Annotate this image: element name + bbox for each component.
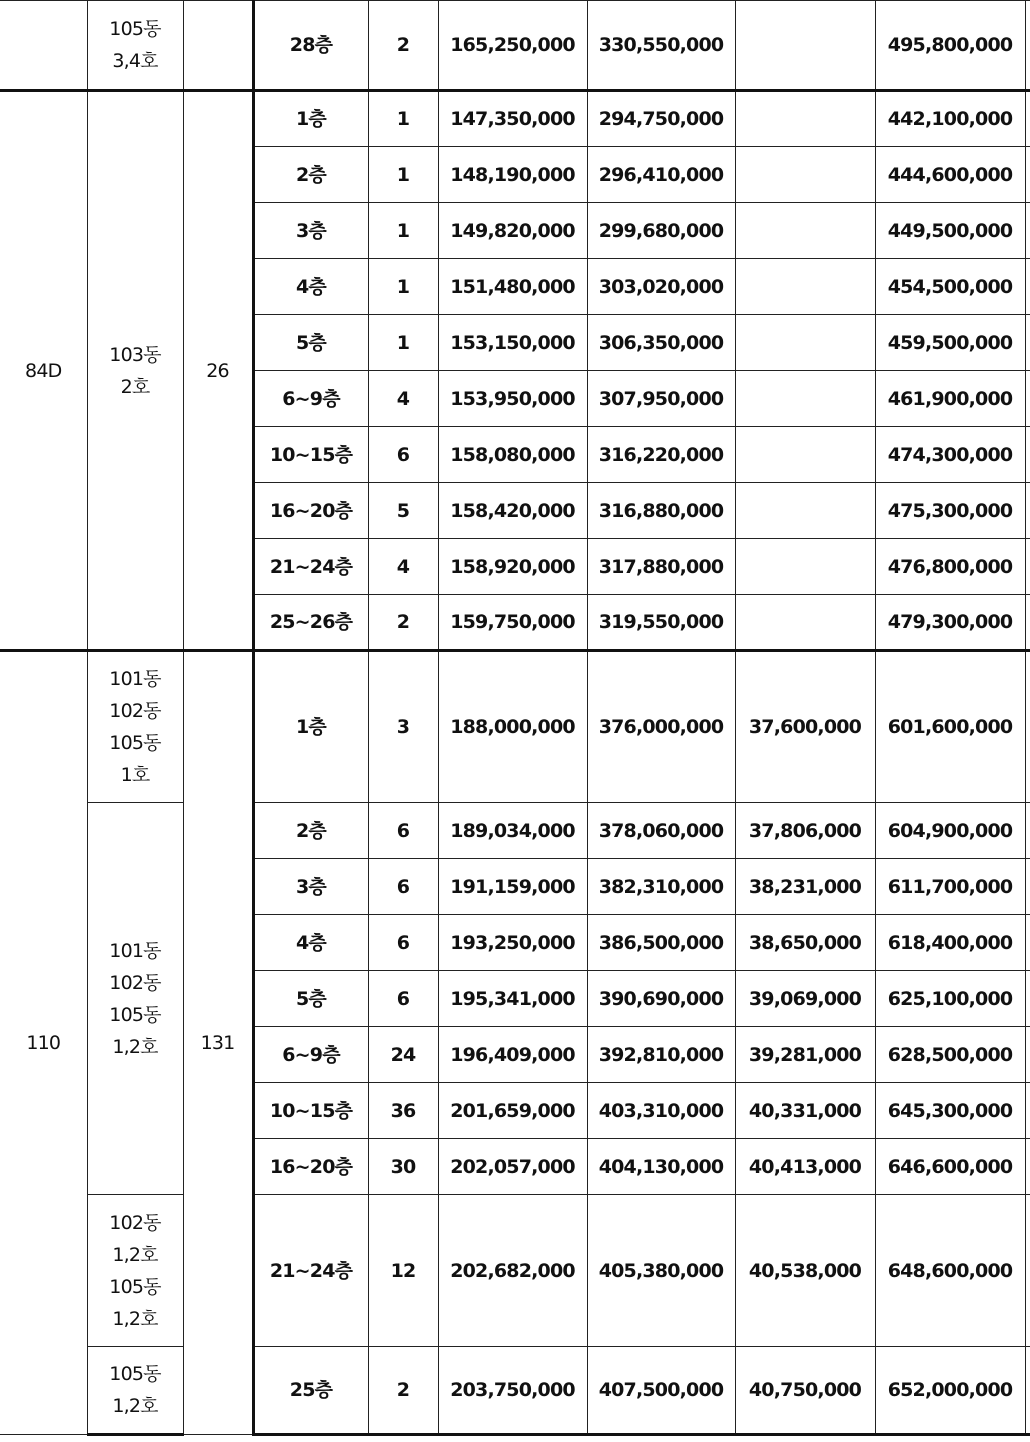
land-price-cell: 202,682,000 [438, 1195, 587, 1347]
count-cell: 1 [368, 203, 438, 259]
floor-cell: 6~9층 [253, 371, 368, 427]
count-cell: 30 [368, 1139, 438, 1195]
building-price-cell: 376,000,000 [587, 651, 735, 803]
land-price-cell: 165,250,000 [438, 1, 587, 91]
total-price-cell: 628,500,000 [875, 1027, 1025, 1083]
vat-cell [735, 203, 875, 259]
total-price-cell: 495,800,000 [875, 1, 1025, 91]
floor-cell: 3층 [253, 859, 368, 915]
land-price-cell: 201,659,000 [438, 1083, 587, 1139]
floor-cell: 4층 [253, 915, 368, 971]
table-row [0, 1347, 1030, 1435]
edge-cell [1025, 315, 1030, 371]
land-price-cell: 158,420,000 [438, 483, 587, 539]
count-cell: 2 [368, 1347, 438, 1435]
edge-cell [1025, 1083, 1030, 1139]
total-price-cell: 475,300,000 [875, 483, 1025, 539]
vat-cell: 40,538,000 [735, 1195, 875, 1347]
vat-cell [735, 315, 875, 371]
floor-cell: 2층 [253, 803, 368, 859]
floor-cell: 10~15층 [253, 1083, 368, 1139]
total-price-cell: 645,300,000 [875, 1083, 1025, 1139]
total-price-cell: 652,000,000 [875, 1347, 1025, 1435]
vat-cell [735, 259, 875, 315]
floor-cell: 2층 [253, 147, 368, 203]
vat-cell [735, 427, 875, 483]
edge-cell [1025, 427, 1030, 483]
land-price-cell: 188,000,000 [438, 651, 587, 803]
edge-cell [1025, 259, 1030, 315]
count-cell: 6 [368, 971, 438, 1027]
units-cell: 26 [183, 91, 253, 651]
count-cell: 4 [368, 371, 438, 427]
total-price-cell: 444,600,000 [875, 147, 1025, 203]
floor-cell: 25~26층 [253, 595, 368, 651]
floor-cell: 16~20층 [253, 483, 368, 539]
total-price-cell: 648,600,000 [875, 1195, 1025, 1347]
edge-cell [1025, 1195, 1030, 1347]
vat-cell [735, 1, 875, 91]
building-price-cell: 294,750,000 [587, 91, 735, 147]
edge-cell [1025, 1, 1030, 91]
building-price-cell: 405,380,000 [587, 1195, 735, 1347]
vat-cell: 38,231,000 [735, 859, 875, 915]
count-cell: 5 [368, 483, 438, 539]
building-price-cell: 296,410,000 [587, 147, 735, 203]
dong-ho-cell: 105동 3,4호 [87, 1, 183, 91]
type-cell: 84D [0, 91, 87, 651]
price-table-body [0, 1, 1030, 1435]
table-row [0, 1195, 1030, 1347]
building-price-cell: 403,310,000 [587, 1083, 735, 1139]
vat-cell [735, 91, 875, 147]
type-cell: 110 [0, 651, 87, 1435]
total-price-cell: 442,100,000 [875, 91, 1025, 147]
building-price-cell: 306,350,000 [587, 315, 735, 371]
building-price-cell: 330,550,000 [587, 1, 735, 91]
land-price-cell: 158,920,000 [438, 539, 587, 595]
vat-cell: 38,650,000 [735, 915, 875, 971]
land-price-cell: 158,080,000 [438, 427, 587, 483]
land-price-cell: 147,350,000 [438, 91, 587, 147]
type-cell [0, 1, 87, 91]
count-cell: 4 [368, 539, 438, 595]
edge-cell [1025, 803, 1030, 859]
floor-cell: 21~24층 [253, 1195, 368, 1347]
total-price-cell: 461,900,000 [875, 371, 1025, 427]
vat-cell: 37,600,000 [735, 651, 875, 803]
floor-cell: 1층 [253, 651, 368, 803]
land-price-cell: 151,480,000 [438, 259, 587, 315]
edge-cell [1025, 1139, 1030, 1195]
total-price-cell: 476,800,000 [875, 539, 1025, 595]
edge-cell [1025, 859, 1030, 915]
vat-cell: 40,750,000 [735, 1347, 875, 1435]
table-row [0, 91, 1030, 147]
vat-cell: 39,281,000 [735, 1027, 875, 1083]
building-price-cell: 392,810,000 [587, 1027, 735, 1083]
total-price-cell: 604,900,000 [875, 803, 1025, 859]
building-price-cell: 404,130,000 [587, 1139, 735, 1195]
dong-ho-cell: 101동 102동 105동 1,2호 [87, 803, 183, 1195]
edge-cell [1025, 539, 1030, 595]
vat-cell [735, 539, 875, 595]
building-price-cell: 316,880,000 [587, 483, 735, 539]
total-price-cell: 646,600,000 [875, 1139, 1025, 1195]
land-price-cell: 153,950,000 [438, 371, 587, 427]
building-price-cell: 303,020,000 [587, 259, 735, 315]
land-price-cell: 203,750,000 [438, 1347, 587, 1435]
floor-cell: 3층 [253, 203, 368, 259]
building-price-cell: 378,060,000 [587, 803, 735, 859]
land-price-cell: 195,341,000 [438, 971, 587, 1027]
edge-cell [1025, 971, 1030, 1027]
count-cell: 2 [368, 595, 438, 651]
count-cell: 6 [368, 803, 438, 859]
edge-cell [1025, 147, 1030, 203]
land-price-cell: 189,034,000 [438, 803, 587, 859]
total-price-cell: 611,700,000 [875, 859, 1025, 915]
vat-cell: 40,413,000 [735, 1139, 875, 1195]
floor-cell: 4층 [253, 259, 368, 315]
floor-cell: 21~24층 [253, 539, 368, 595]
building-price-cell: 386,500,000 [587, 915, 735, 971]
table-row [0, 1, 1030, 91]
land-price-cell: 153,150,000 [438, 315, 587, 371]
total-price-cell: 625,100,000 [875, 971, 1025, 1027]
count-cell: 3 [368, 651, 438, 803]
table-row [0, 803, 1030, 859]
count-cell: 6 [368, 915, 438, 971]
total-price-cell: 479,300,000 [875, 595, 1025, 651]
count-cell: 1 [368, 259, 438, 315]
count-cell: 6 [368, 427, 438, 483]
edge-cell [1025, 203, 1030, 259]
floor-cell: 5층 [253, 971, 368, 1027]
count-cell: 1 [368, 91, 438, 147]
land-price-cell: 159,750,000 [438, 595, 587, 651]
count-cell: 24 [368, 1027, 438, 1083]
building-price-cell: 317,880,000 [587, 539, 735, 595]
land-price-cell: 196,409,000 [438, 1027, 587, 1083]
edge-cell [1025, 595, 1030, 651]
total-price-cell: 449,500,000 [875, 203, 1025, 259]
floor-cell: 28층 [253, 1, 368, 91]
building-price-cell: 316,220,000 [587, 427, 735, 483]
land-price-cell: 202,057,000 [438, 1139, 587, 1195]
building-price-cell: 319,550,000 [587, 595, 735, 651]
vat-cell: 40,331,000 [735, 1083, 875, 1139]
edge-cell [1025, 915, 1030, 971]
edge-cell [1025, 1347, 1030, 1435]
vat-cell [735, 483, 875, 539]
total-price-cell: 454,500,000 [875, 259, 1025, 315]
total-price-cell: 459,500,000 [875, 315, 1025, 371]
vat-cell [735, 371, 875, 427]
floor-cell: 1층 [253, 91, 368, 147]
total-price-cell: 601,600,000 [875, 651, 1025, 803]
building-price-cell: 307,950,000 [587, 371, 735, 427]
land-price-cell: 148,190,000 [438, 147, 587, 203]
edge-cell [1025, 1027, 1030, 1083]
building-price-cell: 299,680,000 [587, 203, 735, 259]
edge-cell [1025, 371, 1030, 427]
table-row [0, 651, 1030, 803]
edge-cell [1025, 651, 1030, 803]
floor-cell: 6~9층 [253, 1027, 368, 1083]
dong-ho-cell: 103동 2호 [87, 91, 183, 651]
count-cell: 12 [368, 1195, 438, 1347]
vat-cell: 37,806,000 [735, 803, 875, 859]
floor-cell: 5층 [253, 315, 368, 371]
edge-cell [1025, 483, 1030, 539]
count-cell: 2 [368, 1, 438, 91]
land-price-cell: 193,250,000 [438, 915, 587, 971]
dong-ho-cell: 101동 102동 105동 1호 [87, 651, 183, 803]
edge-cell [1025, 91, 1030, 147]
land-price-cell: 149,820,000 [438, 203, 587, 259]
count-cell: 1 [368, 147, 438, 203]
building-price-cell: 382,310,000 [587, 859, 735, 915]
vat-cell [735, 595, 875, 651]
vat-cell: 39,069,000 [735, 971, 875, 1027]
dong-ho-cell: 105동 1,2호 [87, 1347, 183, 1435]
count-cell: 1 [368, 315, 438, 371]
units-cell: 131 [183, 651, 253, 1435]
building-price-cell: 390,690,000 [587, 971, 735, 1027]
total-price-cell: 474,300,000 [875, 427, 1025, 483]
total-price-cell: 618,400,000 [875, 915, 1025, 971]
floor-cell: 10~15층 [253, 427, 368, 483]
land-price-cell: 191,159,000 [438, 859, 587, 915]
count-cell: 6 [368, 859, 438, 915]
building-price-cell: 407,500,000 [587, 1347, 735, 1435]
count-cell: 36 [368, 1083, 438, 1139]
units-cell [183, 1, 253, 91]
floor-cell: 25층 [253, 1347, 368, 1435]
dong-ho-cell: 102동 1,2호 105동 1,2호 [87, 1195, 183, 1347]
vat-cell [735, 147, 875, 203]
floor-cell: 16~20층 [253, 1139, 368, 1195]
